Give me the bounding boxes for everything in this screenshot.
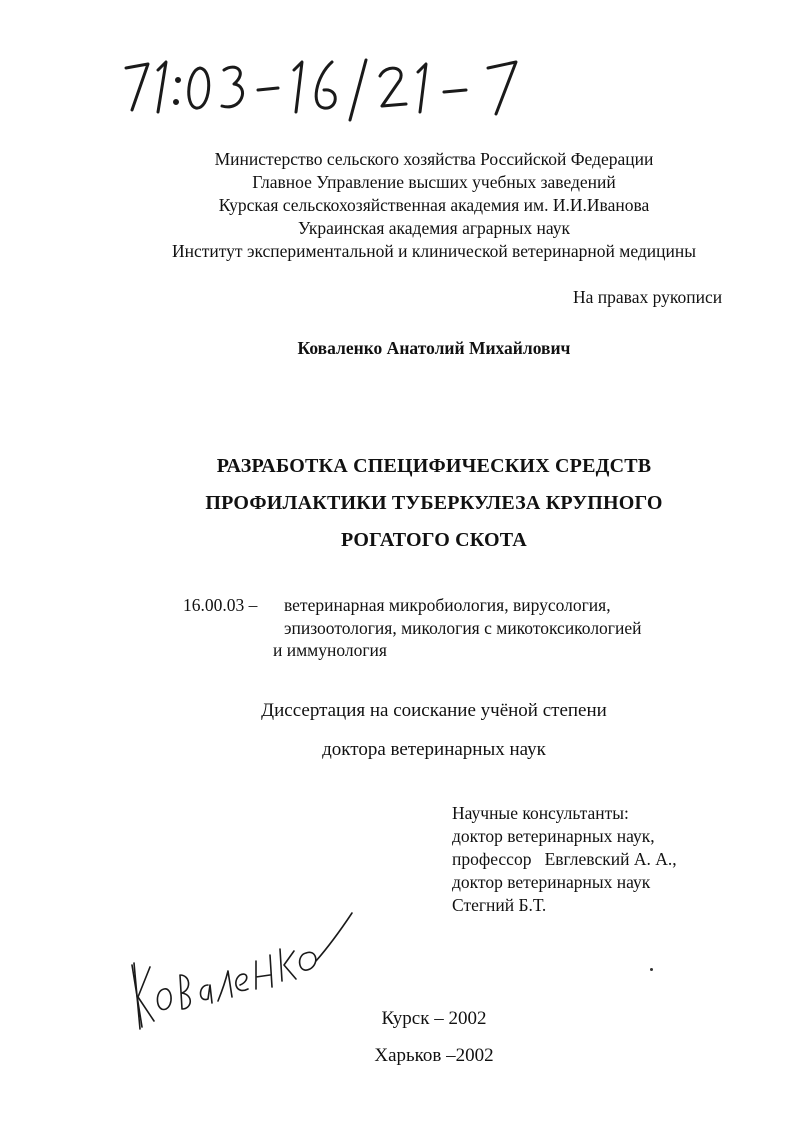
specialty-code: 16.00.03 –	[183, 595, 258, 615]
consultant-line: доктор ветеринарных наук	[452, 872, 651, 892]
signature-text	[360, 905, 361, 906]
archive-code	[118, 40, 548, 130]
consultant-line: доктор ветеринарных наук,	[452, 826, 655, 846]
ministry-line: Курская сельскохозяйственная академия им. И.И.Иванова	[218, 195, 650, 215]
scan-speck	[650, 968, 653, 971]
specialty-line: и иммунология	[273, 640, 387, 660]
ministry-line: Министерство сельского хозяйства Российской Федерации	[214, 149, 654, 169]
degree-statement: Диссертация на соискание учёной степени	[261, 700, 607, 721]
title-line: РОГАТОГО СКОТА	[341, 529, 527, 551]
dissertation-title	[0, 448, 793, 559]
place-year: Курск – 2002	[381, 1008, 487, 1029]
specialty-line: эпизоотология, микология с микотоксикологией	[284, 618, 642, 638]
specialty-line: ветеринарная микробиология, вирусология,	[284, 595, 611, 615]
degree-name: доктора ветеринарных наук	[322, 739, 546, 760]
ministry-line: Главное Управление высших учебных заведений	[252, 172, 616, 192]
author-name: Коваленко Анатолий Михайлович	[297, 338, 571, 358]
institutions-header	[0, 148, 793, 263]
scientific-consultants	[452, 802, 677, 917]
title-line: РАЗРАБОТКА СПЕЦИФИЧЕСКИХ СРЕДСТВ	[216, 455, 652, 477]
ministry-line: Институт экспериментальной и клинической ветеринарной медицины	[171, 241, 696, 261]
archive-code-text	[548, 40, 549, 41]
manuscript-note: На правах рукописи	[573, 287, 723, 307]
consultant-line: Стегний Б.Т.	[452, 895, 547, 915]
archive-code-handwriting	[118, 40, 548, 130]
place-year: Харьков –2002	[374, 1045, 494, 1066]
consultants-heading: Научные консультанты:	[452, 803, 629, 823]
consultant-line: профессор Евглевский А. А.,	[452, 849, 677, 869]
ministry-line: Украинская академия аграрных наук	[297, 218, 571, 238]
title-line: ПРОФИЛАКТИКИ ТУБЕРКУЛЕЗА КРУПНОГО	[205, 492, 663, 514]
